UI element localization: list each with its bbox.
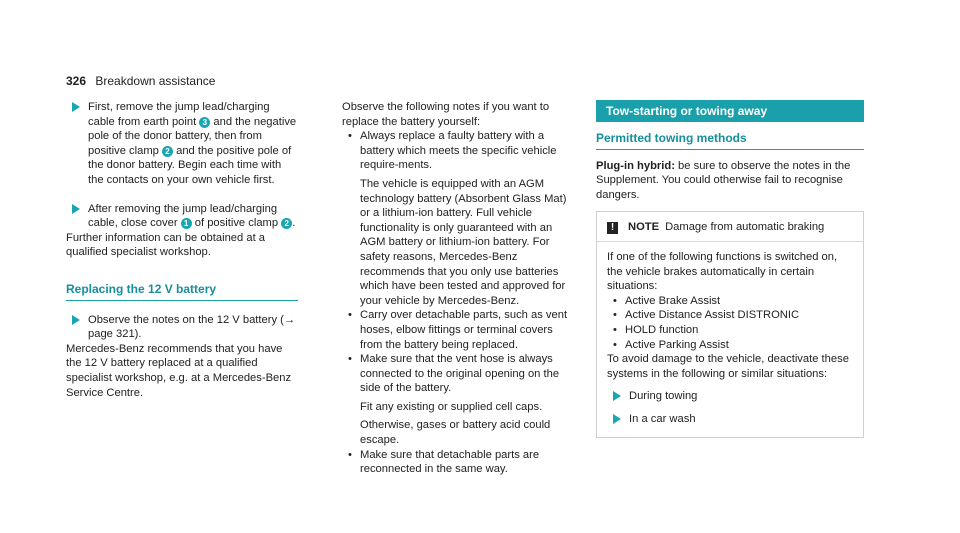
callout-1-icon: 1	[181, 218, 192, 229]
note-header	[597, 220, 863, 242]
section-title: Breakdown assistance	[95, 74, 216, 88]
paragraph-plugin-hybrid: Plug-in hybrid: be sure to observe the notes in the Supplement. You could otherwise fail to recognise dangers.	[596, 159, 851, 201]
step-arrow-icon	[613, 391, 621, 401]
paragraph-recommendation: Mercedes-Benz recommends that you have the 12 V battery replaced at a qualified specialist workshop, e.g. at a Mercedes-Benz Service Centre.	[66, 342, 292, 399]
list-item: • Active Distance Assist DISTRONIC	[607, 308, 853, 323]
note-text: To avoid damage to the vehicle, deactivate these systems in the following or similar situations:	[607, 353, 849, 380]
note-step-car-wash: In a car wash	[607, 412, 853, 427]
callout-3-icon: 3	[199, 117, 210, 128]
note-text: If one of the following functions is switched on, the vehicle brakes automatically in certain situations:	[607, 250, 838, 293]
page-number: 326	[66, 74, 87, 88]
note-function-list	[607, 294, 853, 352]
list-item: • Always replace a faulty battery with a battery which meets the specific vehicle require-ments. The vehicle is equipped with an AGM technology battery (Absorbent Glass Mat) or a lithium-ion battery. Full vehicle functionality is only guaranteed with an AGM battery or lithium-ion battery. For safety reasons, Mercedes-Benz recommends that you only use batteries which have been tested and approved for your vehicle by Mercedes-Benz.	[342, 129, 574, 308]
paragraph-further-info: Further information can be obtained at a qualified specialist workshop.	[66, 231, 266, 259]
battery-notes-list	[342, 129, 574, 477]
step-arrow-icon	[72, 102, 80, 112]
page-header	[66, 74, 215, 88]
list-item-detail: Fit any existing or supplied cell caps.	[360, 400, 543, 413]
note-title: Damage from automatic braking	[665, 221, 825, 234]
step-arrow-icon	[72, 204, 80, 214]
list-item: • HOLD function	[607, 323, 853, 338]
note-step-towing: During towing	[607, 389, 853, 404]
column-right	[596, 100, 864, 438]
paragraph-intro: Observe the following notes if you want to replace the battery yourself:	[342, 101, 550, 128]
list-item: • Active Parking Assist	[607, 338, 853, 353]
callout-2-icon: 2	[281, 218, 292, 229]
column-left	[66, 100, 298, 400]
heading-replacing-battery: Replacing the 12 V battery	[66, 282, 298, 301]
step-arrow-icon	[613, 414, 621, 424]
heading-permitted-towing: Permitted towing methods	[596, 131, 864, 150]
step-observe-notes: Observe the notes on the 12 V battery (→ page 321).	[66, 313, 298, 342]
step-remove-cable: First, remove the jump lead/charging cable from earth point 3 and the negative pole of the donor battery, then from positive clamp 2 and the positive pole of the donor battery. Begin each time with the contacts on your own vehicle first.	[66, 100, 298, 188]
note-box	[596, 211, 864, 437]
list-item: • Active Brake Assist	[607, 294, 853, 309]
list-item: • Make sure that the vent hose is always connected to the original opening on the side of the battery. Fit any existing or supplied cell caps. Otherwise, gases or battery acid could escape.	[342, 352, 574, 448]
list-item: • Make sure that detachable parts are reconnected in the same way.	[342, 448, 574, 477]
column-middle	[342, 100, 574, 477]
section-band-towing: Tow-starting or towing away	[596, 100, 864, 122]
step-close-cover: After removing the jump lead/charging cable, close cover 1 of positive clamp 2 .	[66, 202, 298, 231]
note-label: NOTE	[628, 221, 660, 234]
list-item-detail: The vehicle is equipped with an AGM technology battery (Absorbent Glass Mat) or a lithium-ion battery. Full vehicle functionality is only guaranteed with an AGM battery or lithium-ion battery. For safety reasons, Mercedes-Benz recommends that you only use batteries which have been tested and approved for your vehicle by Mercedes-Benz.	[360, 177, 567, 307]
step-arrow-icon	[72, 315, 80, 325]
warning-icon: !	[607, 222, 618, 234]
callout-2-icon: 2	[162, 146, 173, 157]
list-item: • Carry over detachable parts, such as vent hoses, elbow fittings or terminal covers from the battery being replaced.	[342, 308, 574, 352]
list-item-detail: Otherwise, gases or battery acid could escape.	[360, 419, 551, 447]
